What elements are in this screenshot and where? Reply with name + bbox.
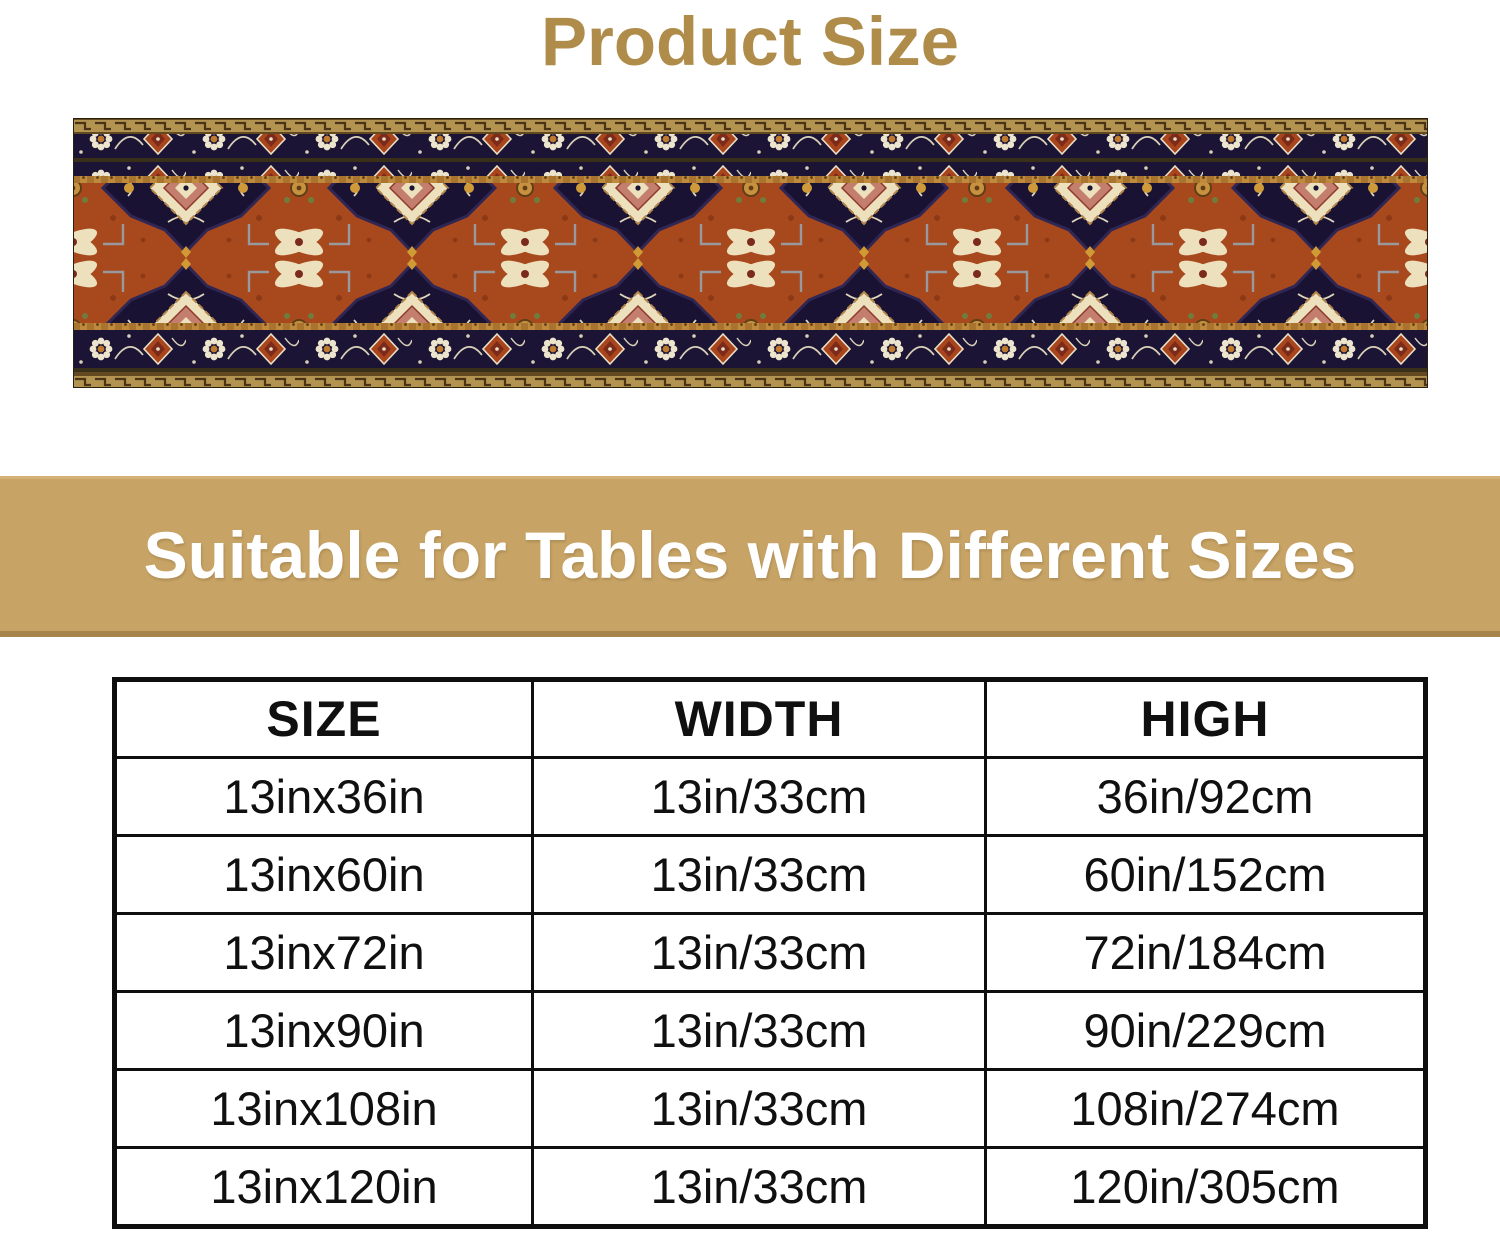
- table-header-row: [115, 680, 1426, 758]
- table-runner-product-image: [73, 118, 1428, 388]
- cell-high: 90in/229cm: [986, 992, 1426, 1070]
- cell-width: 13in/33cm: [533, 914, 986, 992]
- cell-high: 60in/152cm: [986, 836, 1426, 914]
- cell-size: 13inx90in: [115, 992, 533, 1070]
- cell-width: 13in/33cm: [533, 758, 986, 836]
- column-header-high: HIGH: [986, 680, 1426, 758]
- size-chart-table: [112, 677, 1428, 1229]
- cell-size: 13inx60in: [115, 836, 533, 914]
- banner-text: Suitable for Tables with Different Sizes: [143, 518, 1357, 592]
- cell-size: 13inx36in: [115, 758, 533, 836]
- cell-width: 13in/33cm: [533, 836, 986, 914]
- persian-rug-runner-photo: [73, 118, 1428, 388]
- cell-high: 108in/274cm: [986, 1070, 1426, 1148]
- cell-high: 36in/92cm: [986, 758, 1426, 836]
- table-row: [115, 1070, 1426, 1148]
- column-header-size: SIZE: [115, 680, 533, 758]
- page-title: Product Size: [541, 3, 959, 80]
- cell-width: 13in/33cm: [533, 1148, 986, 1227]
- cell-width: 13in/33cm: [533, 1070, 986, 1148]
- column-header-width: WIDTH: [533, 680, 986, 758]
- cell-size: 13inx108in: [115, 1070, 533, 1148]
- cell-high: 120in/305cm: [986, 1148, 1426, 1227]
- table-row: [115, 914, 1426, 992]
- table-row: [115, 758, 1426, 836]
- cell-width: 13in/33cm: [533, 992, 986, 1070]
- cell-size: 13inx120in: [115, 1148, 533, 1227]
- table-row: [115, 836, 1426, 914]
- suitable-sizes-banner: [0, 476, 1500, 637]
- cell-size: 13inx72in: [115, 914, 533, 992]
- table-row: [115, 992, 1426, 1070]
- table-row: [115, 1148, 1426, 1227]
- cell-high: 72in/184cm: [986, 914, 1426, 992]
